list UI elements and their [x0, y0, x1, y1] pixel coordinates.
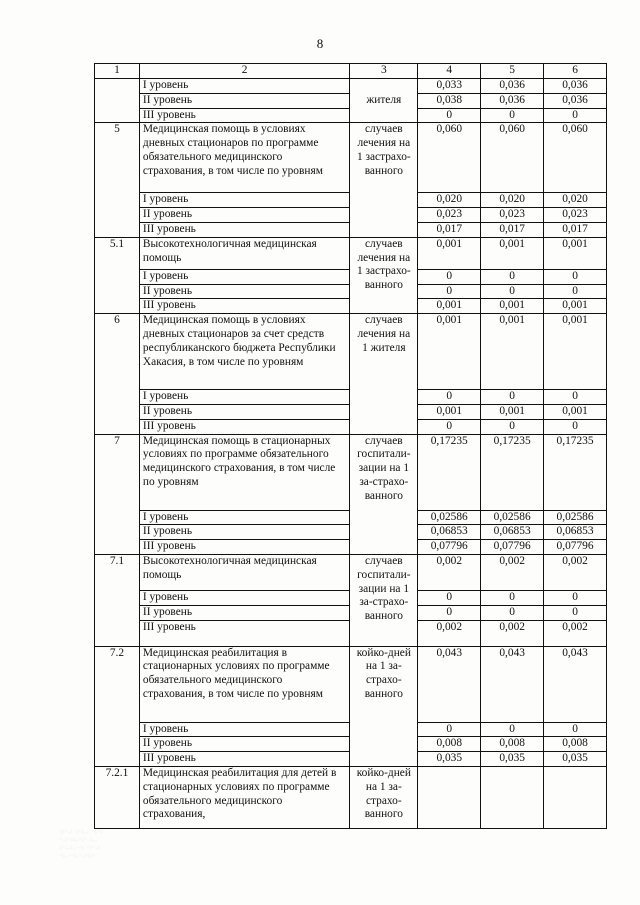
value-col-6: 0,023 — [544, 208, 607, 223]
table-row — [95, 314, 607, 390]
indicator-name: I уровень — [139, 510, 349, 525]
row-number — [95, 79, 140, 123]
value-col-6: 0,036 — [544, 93, 607, 108]
page-number: 8 — [316, 36, 324, 51]
value-col-5: 0 — [481, 605, 544, 620]
indicator-name: Медицинская помощь в стационарных условиях по программе обязательного медицинского страхования, в том числе по уровням — [139, 434, 349, 510]
value-col-6: 0 — [544, 722, 607, 737]
indicator-name: III уровень — [139, 222, 349, 237]
indicator-name: III уровень — [139, 419, 349, 434]
value-col-4: 0,002 — [418, 620, 481, 646]
value-col-4: 0 — [418, 590, 481, 605]
table-row — [95, 646, 607, 722]
indicator-name: I уровень — [139, 722, 349, 737]
indicator-name: III уровень — [139, 620, 349, 646]
value-col-5: 0,036 — [481, 79, 544, 94]
value-col-5: 0,020 — [481, 193, 544, 208]
indicator-name: Медицинская помощь в условиях дневных стационаров по программе обязательного медицинского страхования, в том числе по уровням — [139, 123, 349, 193]
value-col-6: 0 — [544, 269, 607, 284]
indicator-name: III уровень — [139, 540, 349, 555]
value-col-4: 0,060 — [418, 123, 481, 193]
table-row — [95, 79, 607, 94]
value-col-6: 0,043 — [544, 646, 607, 722]
indicator-name: III уровень — [139, 299, 349, 314]
unit-of-measure: случаев лечения на 1 жителя — [350, 314, 418, 434]
indicator-name: Высокотехнологичная медицинская помощь — [139, 554, 349, 590]
table-header-row — [95, 64, 607, 79]
indicator-name: II уровень — [139, 605, 349, 620]
value-col-4: 0,020 — [418, 193, 481, 208]
header-col-2: 2 — [139, 64, 349, 79]
value-col-6: 0,001 — [544, 404, 607, 419]
header-col-5: 5 — [481, 64, 544, 79]
indicator-name: II уровень — [139, 737, 349, 752]
table-row — [95, 123, 607, 193]
indicator-name: III уровень — [139, 108, 349, 123]
value-col-5: 0,035 — [481, 752, 544, 767]
value-col-6: 0,020 — [544, 193, 607, 208]
row-number: 7 — [95, 434, 140, 554]
value-col-4: 0,008 — [418, 737, 481, 752]
table-row — [95, 766, 607, 828]
value-col-4: 0,038 — [418, 93, 481, 108]
value-col-6: 0,008 — [544, 737, 607, 752]
value-col-4: 0,033 — [418, 79, 481, 94]
row-number: 6 — [95, 314, 140, 434]
row-number: 5 — [95, 123, 140, 237]
value-col-5: 0,002 — [481, 620, 544, 646]
value-col-4: 0,17235 — [418, 434, 481, 510]
value-col-6: 0,035 — [544, 752, 607, 767]
indicator-name: Медицинская помощь в условиях дневных стационаров за счет средств республиканского бюджета Республики Хакасия, в том числе по уровням — [139, 314, 349, 390]
value-col-5: 0 — [481, 590, 544, 605]
value-col-5: 0,001 — [481, 314, 544, 390]
table-row — [95, 554, 607, 590]
row-number: 7.2.1 — [95, 766, 140, 828]
indicator-name: III уровень — [139, 752, 349, 767]
value-col-6: 0,001 — [544, 237, 607, 269]
value-col-4: 0,07796 — [418, 540, 481, 555]
value-col-4: 0 — [418, 419, 481, 434]
value-col-6: 0,02586 — [544, 510, 607, 525]
value-col-4: 0,001 — [418, 314, 481, 390]
value-col-6: 0,06853 — [544, 525, 607, 540]
indicators-table — [94, 63, 607, 829]
value-col-4: 0,023 — [418, 208, 481, 223]
indicator-name: I уровень — [139, 269, 349, 284]
value-col-5: 0,17235 — [481, 434, 544, 510]
value-col-4: 0,06853 — [418, 525, 481, 540]
value-col-4: 0,001 — [418, 299, 481, 314]
value-col-4 — [418, 766, 481, 828]
value-col-5: 0,017 — [481, 222, 544, 237]
value-col-4: 0,002 — [418, 554, 481, 590]
value-col-6 — [544, 766, 607, 828]
value-col-6: 0,002 — [544, 554, 607, 590]
value-col-6: 0,060 — [544, 123, 607, 193]
value-col-5: 0 — [481, 269, 544, 284]
indicator-name: Высокотехнологичная медицинская помощь — [139, 237, 349, 269]
header-col-6: 6 — [544, 64, 607, 79]
value-col-5: 0,06853 — [481, 525, 544, 540]
value-col-5: 0 — [481, 284, 544, 299]
value-col-4: 0 — [418, 284, 481, 299]
value-col-4: 0,035 — [418, 752, 481, 767]
unit-of-measure: случаев лечения на 1 застрахо-ванного — [350, 123, 418, 237]
value-col-5: 0 — [481, 722, 544, 737]
row-number: 5.1 — [95, 237, 140, 313]
value-col-4: 0,017 — [418, 222, 481, 237]
value-col-6: 0,036 — [544, 79, 607, 94]
value-col-5: 0,02586 — [481, 510, 544, 525]
value-col-5: 0,002 — [481, 554, 544, 590]
value-col-5: 0,07796 — [481, 540, 544, 555]
unit-of-measure: случаев госпитали-зации на 1 за-страхо-ванного — [350, 554, 418, 646]
value-col-5: 0 — [481, 108, 544, 123]
unit-of-measure: случаев лечения на 1 застрахо-ванного — [350, 237, 418, 313]
header-col-3: 3 — [350, 64, 418, 79]
row-number: 7.2 — [95, 646, 140, 766]
unit-of-measure: койко-дней на 1 за-страхо-ванного — [350, 646, 418, 766]
indicator-name: II уровень — [139, 525, 349, 540]
value-col-4: 0 — [418, 722, 481, 737]
value-col-6: 0,07796 — [544, 540, 607, 555]
value-col-5: 0,023 — [481, 208, 544, 223]
header-col-4: 4 — [418, 64, 481, 79]
value-col-6: 0,001 — [544, 314, 607, 390]
value-col-4: 0 — [418, 108, 481, 123]
indicator-name: I уровень — [139, 193, 349, 208]
value-col-6: 0 — [544, 284, 607, 299]
value-col-6: 0 — [544, 590, 607, 605]
value-col-5: 0,001 — [481, 237, 544, 269]
value-col-4: 0,001 — [418, 237, 481, 269]
table-row — [95, 434, 607, 510]
value-col-4: 0 — [418, 605, 481, 620]
unit-of-measure: случаев госпитали-зации на 1 за-страхо-ванного — [350, 434, 418, 554]
value-col-5: 0 — [481, 390, 544, 405]
value-col-5: 0,001 — [481, 299, 544, 314]
value-col-4: 0,001 — [418, 404, 481, 419]
header-col-1: 1 — [95, 64, 140, 79]
indicator-name: I уровень — [139, 390, 349, 405]
value-col-6: 0,001 — [544, 299, 607, 314]
unit-of-measure: жителя — [350, 79, 418, 123]
value-col-6: 0 — [544, 390, 607, 405]
value-col-6: 0,017 — [544, 222, 607, 237]
row-number: 7.1 — [95, 554, 140, 646]
indicator-name: I уровень — [139, 79, 349, 94]
value-col-5: 0,036 — [481, 93, 544, 108]
value-col-6: 0 — [544, 108, 607, 123]
value-col-5: 0,001 — [481, 404, 544, 419]
indicator-name: Медицинская реабилитация для детей в стационарных условиях по программе обязательного медицинского страхования, — [139, 766, 349, 828]
table-row — [95, 237, 607, 269]
indicator-name: II уровень — [139, 404, 349, 419]
value-col-4: 0,043 — [418, 646, 481, 722]
value-col-6: 0 — [544, 605, 607, 620]
value-col-4: 0 — [418, 390, 481, 405]
value-col-6: 0,002 — [544, 620, 607, 646]
indicator-name: II уровень — [139, 284, 349, 299]
indicator-name: I уровень — [139, 590, 349, 605]
value-col-6: 0,17235 — [544, 434, 607, 510]
value-col-5: 0,008 — [481, 737, 544, 752]
faded-stamp-marks: ::·.: :·:.. ·:·: ·.:·::.·:· :.. :·..:.··: ·:·.: ·:.··:.·.·::· — [60, 829, 104, 859]
value-col-4: 0,02586 — [418, 510, 481, 525]
indicator-name: II уровень — [139, 93, 349, 108]
value-col-4: 0 — [418, 269, 481, 284]
value-col-5: 0,060 — [481, 123, 544, 193]
value-col-5 — [481, 766, 544, 828]
value-col-6: 0 — [544, 419, 607, 434]
indicator-name: Медицинская реабилитация в стационарных условиях по программе обязательного медицинского страхования, в том числе по уровням — [139, 646, 349, 722]
value-col-5: 0,043 — [481, 646, 544, 722]
indicator-name: II уровень — [139, 208, 349, 223]
unit-of-measure: койко-дней на 1 за-страхо-ванного — [350, 766, 418, 828]
value-col-5: 0 — [481, 419, 544, 434]
